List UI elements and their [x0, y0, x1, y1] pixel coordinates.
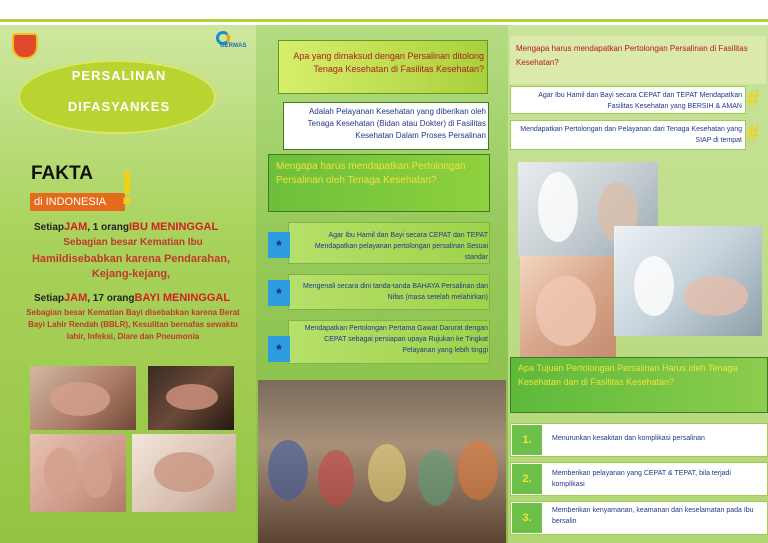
stat1-prefix: Setiap	[34, 222, 65, 233]
question1-text: Apa yang dimaksud dengan Persalinan ditolong Tenaga Kesehatan di Fasilitas Kesehatan?	[293, 51, 484, 74]
stat-baby-death	[34, 292, 230, 304]
germas-logo	[216, 31, 252, 55]
cloud-title-line1: PERSALINAN	[71, 68, 167, 83]
photo-newborn-2	[148, 366, 234, 430]
stat1-sub-line1: Sebagian besar Kematian Ibu	[63, 237, 203, 248]
reason-text-1: Agar Ibu Hamil dan Bayi secara CEPAT dan TEPAT Mendapatkan pelayanan pertolongan persalinan Sesuai standar	[314, 232, 488, 261]
stat2-mid: , 17 orang	[87, 293, 135, 304]
stat2-prefix: Setiap	[34, 293, 65, 304]
photo-mother-and-baby	[520, 256, 616, 360]
goal-text-1: Menurunkan kesakitan dan komplikasi persalinan	[552, 435, 705, 442]
star-bullet-icon: *	[268, 280, 290, 306]
stat2-sub: Sebagian besar Kematian Bayi disebabkan karena Berat Bayi Lahir Rendah (BBLR), Kesulitan bernafas sewaktu lahir, Infeksi, Diare dan Pneumonia	[26, 308, 240, 341]
goal-text-2: Memberikan pelayanan yang CEPAT & TEPAT, bila terjadi komplikasi	[552, 470, 731, 488]
stat1-mid: , 1 orang	[87, 222, 129, 233]
photo-ultrasound	[614, 226, 762, 336]
hash-bullet-icon: #	[747, 120, 760, 145]
regional-emblem-icon	[12, 33, 38, 59]
photo-newborn-3	[30, 434, 126, 512]
germas-logo-text: GERMAS	[220, 43, 247, 49]
stat2-jam: JAM	[64, 292, 88, 304]
fakta-heading: FAKTA	[31, 163, 93, 184]
exclamation-icon: !	[119, 162, 135, 215]
hash-bullet-icon: #	[747, 86, 760, 111]
photo-newborn-1	[30, 366, 136, 430]
question4-text: Apa Tujuan Pertolongan Persalinan Harus oleh Tenaga Kesehatan dan di Fasilitas Kesehatan?	[518, 363, 738, 387]
photo-waiting-room	[258, 380, 506, 543]
stat1-highlight: IBU MENINGGAL	[128, 221, 219, 233]
goal-number-1: 1.	[512, 425, 542, 455]
stat1-jam: JAM	[64, 221, 88, 233]
indonesia-tag: di INDONESIA	[30, 193, 125, 211]
answer1-text: Adalah Pelayanan Kesehatan yang diberikan oleh Tenaga Kesehatan (Bidan atau Dokter) di Fasilitas Kesehatan Dalam Proses Persalinan	[307, 107, 486, 140]
goal-text-3: Memberikan kenyamanan, keamanan dan keselamatan pada Ibu bersalin	[552, 507, 754, 525]
stat2-highlight: BAYI MENINGGAL	[134, 292, 231, 304]
reason-text-3: Mendapatkan Pertolongan Pertama Gawat Darurat dengan CEPAT sebagai persiapan upaya Rujukan ke Tingkat Pelayanan yang lebih tinggi	[304, 325, 488, 354]
goal-number-2: 2.	[512, 464, 542, 494]
facility-reason-text-2: Mendapatkan Pertolongan dan Pelayanan dari Tenaga Kesehatan yang SIAP di tempat	[520, 126, 742, 144]
facility-reason-text-1: Agar Ibu Hamil dan Bayi secara CEPAT dan TEPAT Mendapatkan Fasilitas Kesehatan yang BERSIH & AMAN	[538, 92, 742, 110]
reason-text-2: Mengenali secara dini tanda-tanda BAHAYA Persalinan dan Nifas (masa setelah melahirkan)	[303, 283, 488, 301]
top-accent-bar	[0, 0, 768, 22]
stat-mother-death	[34, 221, 218, 233]
star-bullet-icon: *	[268, 336, 290, 362]
star-bullet-icon: *	[268, 232, 290, 258]
photo-newborn-4	[132, 434, 236, 512]
question2-text: Mengapa harus mendapatkan Pertolongan Persalinan oleh Tenaga Kesehatan?	[276, 161, 466, 186]
question3-text: Mengapa harus mendapatkan Pertolongan Persalinan di Fasilitas Kesehatan?	[516, 44, 748, 67]
cloud-title-line2: DIFASYANKES	[67, 99, 171, 114]
goal-number-3: 3.	[512, 503, 542, 533]
stat1-sub-line2: Hamildisebabkan karena Pendarahan, Kejang-kejang,	[31, 253, 231, 280]
